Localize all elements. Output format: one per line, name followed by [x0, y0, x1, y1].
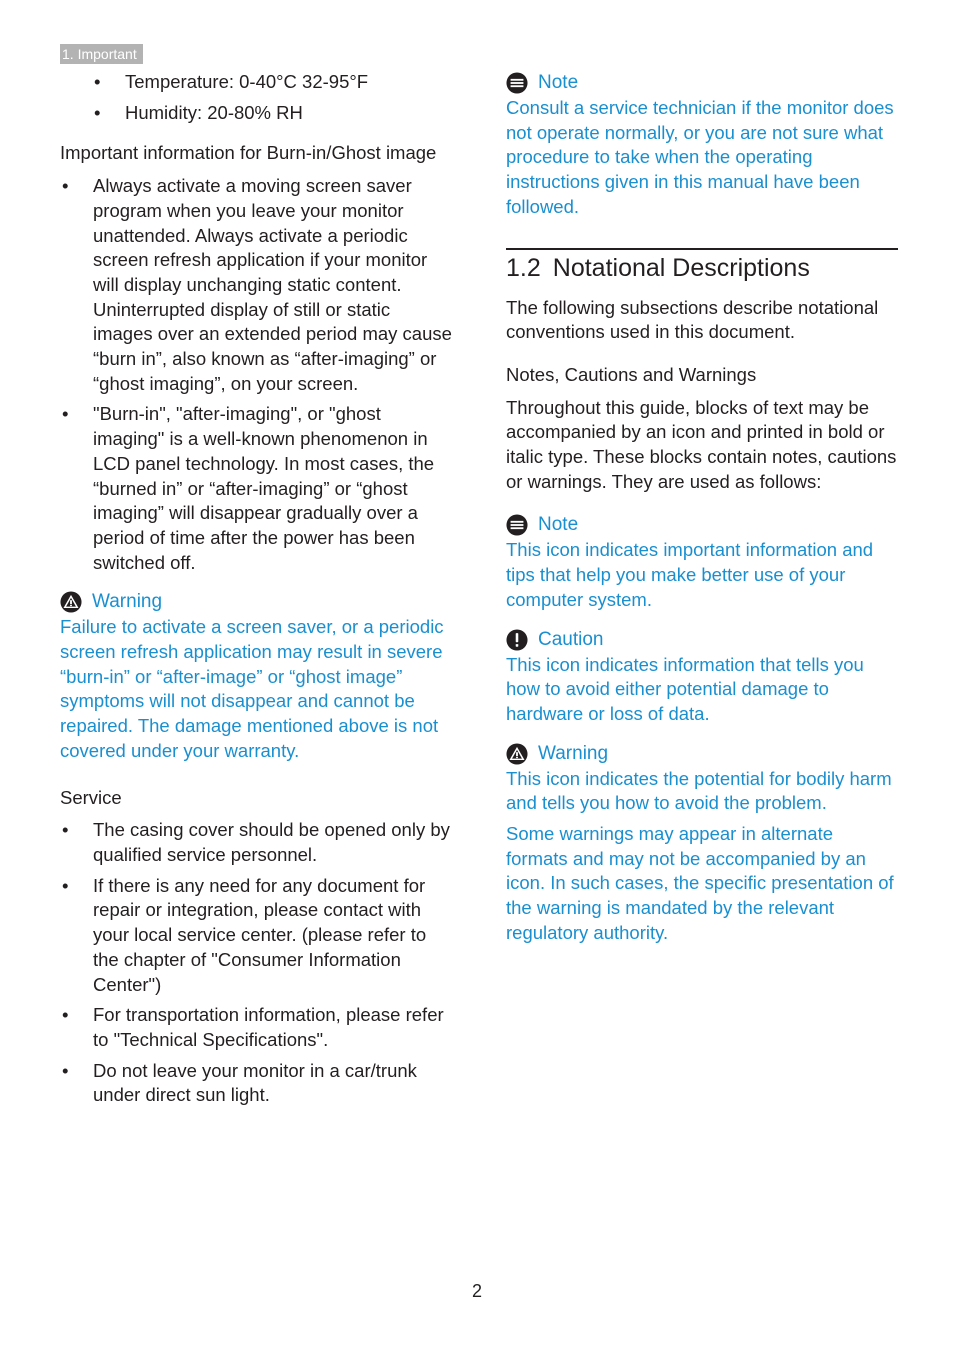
environment-list	[60, 70, 452, 125]
service-heading: Service	[60, 786, 122, 808]
note-label: Note	[538, 72, 579, 93]
page-number: 2	[471, 1281, 482, 1301]
right-column	[506, 70, 898, 952]
burn-in-list	[60, 174, 452, 575]
caution-label: Caution	[538, 628, 604, 650]
warning-callout	[60, 589, 452, 763]
caution-callout	[506, 627, 898, 727]
note-callout	[506, 512, 898, 612]
warning-text: This icon indicates the potential for bodily harm and tells you how to avoid the problem.	[506, 767, 892, 814]
section-number: 1.2	[506, 253, 541, 282]
burn-in-heading: Important information for Burn-in/Ghost image	[60, 142, 437, 164]
list-item: • Humidity: 20-80% RH	[60, 101, 452, 126]
list-item: • The casing cover should be opened only by qualified service personnel.	[60, 818, 452, 867]
list-item: • Always activate a moving screen saver program when you leave your monitor unattended. Always activate a periodic screen refresh application if your monitor will display unchanging static content. Uninterrupted display of still or static images over an extended period may cause “burn in”, also known as “after-imaging” or “ghost imaging”, on your screen.	[60, 174, 452, 396]
note-icon	[506, 514, 528, 536]
notes-cautions-text: Throughout this guide, blocks of text may be accompanied by an icon and printed in bold or italic type. These blocks contain notes, cautions or warnings. They are used as follows:	[506, 396, 897, 492]
warning-callout	[506, 741, 898, 946]
note-icon	[506, 72, 528, 94]
list-item: • Do not leave your monitor in a car/trunk under direct sun light.	[60, 1059, 452, 1108]
warning-label: Warning	[92, 591, 163, 613]
list-item: • Temperature: 0-40°C 32-95°F	[60, 70, 452, 95]
section-divider	[506, 248, 898, 250]
left-column	[60, 70, 452, 1114]
warning-triangle-icon	[60, 591, 82, 613]
list-item: • "Burn-in", "after-imaging", or "ghost imaging" is a well-known phenomenon in LCD panel technology. In most cases, the “burned in” or “after-imaging” or “ghost imaging” will disappear gradually over a period of time after the power has been switched off.	[60, 402, 452, 575]
section-title	[506, 252, 898, 284]
note-text: Consult a service technician if the monitor does not operate normally, or you are not sure what procedure to take when the operating instructions given in this manual have been followed.	[506, 97, 894, 217]
note-label: Note	[538, 514, 579, 536]
note-callout-top	[506, 70, 898, 220]
chapter-tag: 1. Important	[60, 44, 143, 64]
service-list	[60, 818, 452, 1108]
section-title-text: Notational Descriptions	[552, 253, 810, 282]
note-text: This icon indicates important information and tips that help you make better use of your computer system.	[506, 539, 874, 610]
section-intro: The following subsections describe notational conventions used in this document.	[506, 296, 879, 343]
list-item: • For transportation information, please refer to "Technical Specifications".	[60, 1003, 452, 1052]
warning-text: Failure to activate a screen saver, or a periodic screen refresh application may result in severe “burn-in” or “after-image” or “ghost image” symptoms will not disappear and cannot be repaired. The damage mentioned above is not covered under your warranty.	[60, 616, 444, 761]
warning-label: Warning	[538, 742, 609, 764]
list-item: • If there is any need for any document for repair or integration, please contact with your local service center. (please refer to the chapter of "Consumer Information Center")	[60, 874, 452, 998]
caution-icon	[506, 629, 528, 651]
notes-cautions-heading: Notes, Cautions and Warnings	[506, 363, 757, 385]
caution-text: This icon indicates information that tells you how to avoid either potential damage to hardware or loss of data.	[506, 653, 864, 724]
warning-triangle-icon	[506, 743, 528, 765]
warning-extra-text: Some warnings may appear in alternate formats and may not be accompanied by an icon. In such cases, the specific presentation of the warning is mandated by the relevant regulatory authority.	[506, 823, 894, 943]
